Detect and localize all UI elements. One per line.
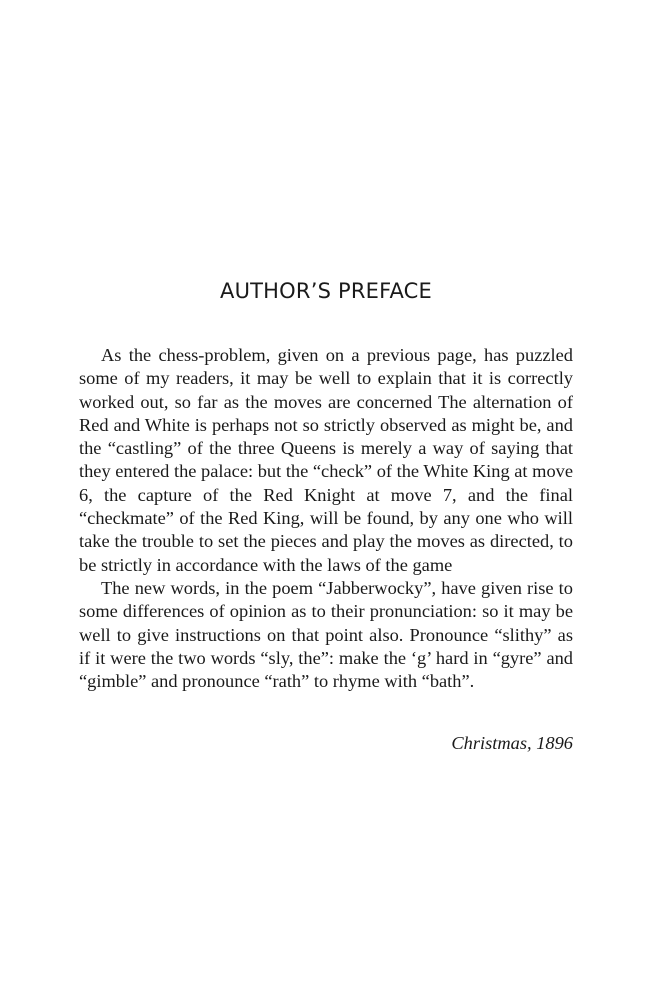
paragraph-jabberwocky: The new words, in the poem “Jabberwocky”, have given rise to some differences of opinion as to their pronunciation: so it may be well to give instructions on that point also. Pronounce “slithy” as if it were the two words “sly, the”: make the ‘g’ hard in “gyre” and “gimble” and pronounce “rath” to rhyme with “bath”. bbox=[79, 577, 573, 692]
signature-date: Christmas, 1896 bbox=[451, 733, 573, 753]
preface-body bbox=[79, 344, 573, 693]
page-title: AUTHOR’S PREFACE bbox=[220, 279, 432, 303]
paragraph-chess-problem: As the chess-problem, given on a previous page, has puzzled some of my readers, it may be well to explain that it is correctly worked out, so far as the moves are concerned The alternation of Red and White is perhaps not so strictly observed as might be, and the “castling” of the three Queens is merely a way of saying that they entered the palace: but the “check” of the White King at move 6, the capture of the Red Knight at move 7, and the final “checkmate” of the Red King, will be found, by any one who will take the trouble to set the pieces and play the moves as directed, to be strictly in accordance with the laws of the game bbox=[79, 345, 573, 575]
